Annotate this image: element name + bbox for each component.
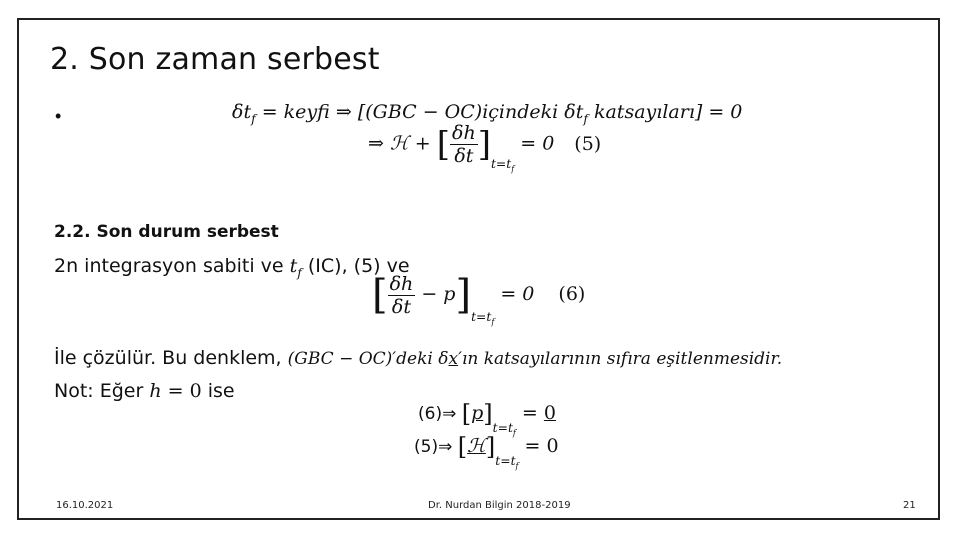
line3-eq-zero: = 0 [161,380,202,402]
eq3-fraction [388,273,416,318]
eq2-lead: ⇒ ℋ + [368,132,437,155]
line3-text-a: Not: Eğer [54,380,150,402]
footer-page-number: 21 [903,500,916,511]
eq3-label: (6) [558,283,586,305]
eq5-sub-f: f [515,461,519,471]
eq2-tail: = 0 [514,132,555,155]
eq5-label: (5)⇒ [414,437,458,457]
eq1-tail: katsayıları] = 0 [587,101,743,123]
slide-title: 2. Son zaman serbest [50,42,380,77]
eq3-minus-p: − p [415,283,456,305]
line-note [54,380,235,402]
eq3-numerator: δh [389,272,414,295]
eq3-bracket-left: [ [372,272,388,318]
eq5-subscript [495,453,519,471]
eq1-mid: = keyfi ⇒ [(GBC − OC)içindeki δt [255,101,584,123]
eq4-sub-f: f [512,428,516,438]
line2-math-tail: ′ın katsayılarının sıfıra eşitlenmesidir. [458,349,783,369]
eq1-sub2: f [583,111,588,126]
section-heading: 2.2. Son durum serbest [54,222,279,242]
eq2-subscript [490,157,515,174]
eq2-fraction [450,122,478,167]
eq4-sub-text: t=t [492,420,513,435]
line2-x: x [448,349,459,369]
eq1-sub: f [251,111,256,126]
equation-4 [418,400,556,438]
eq3-subscript [471,309,495,327]
line2-text: İle çözülür. Bu denklem, [54,347,288,369]
eq4-label: (6)⇒ [418,404,462,424]
eq3-tail: = 0 [494,283,535,305]
eq4-equals: = [515,402,544,424]
eq1-dt: δt [232,101,252,123]
equation-2 [368,122,602,174]
equation-5 [414,433,559,471]
eq3-sub-f: f [491,317,495,327]
eq5-tail: = 0 [518,435,559,457]
eq2-sub-text: t=t [490,157,512,172]
eq2-denominator: δt [454,145,474,167]
line-solution [54,347,782,369]
eq5-bracket-right: ] [485,433,496,461]
line3-text-b: ise [201,380,235,402]
eq4-p: p [471,402,484,424]
eq3-denominator: δt [391,295,411,318]
eq3-bracket-right: ] [455,272,472,318]
eq2-numerator: δh [452,122,476,144]
footer-date: 16.10.2021 [56,500,114,511]
eq4-bracket-left: [ [461,400,472,428]
footer-author: Dr. Nurdan Bilgin 2018-2019 [428,500,571,511]
line1-tf: t [289,255,298,277]
eq2-label: (5) [574,132,602,155]
eq4-bracket-right: ] [483,400,493,428]
equation-3 [372,272,586,327]
eq2-bracket-right: ] [477,124,491,165]
bullet-marker: • [55,106,62,126]
line2-math: (GBC − OC)′deki δ [287,349,449,369]
line1-tf-sub: f [297,265,302,280]
line-integration [54,255,410,280]
line1-text-b: (IC), (5) ve [301,255,410,277]
line3-h: h [149,380,162,402]
eq5-hamiltonian: ℋ [467,435,486,457]
eq4-zero: 0 [543,402,556,424]
eq2-sub-f: f [511,164,515,174]
line1-text-a: 2n integrasyon sabiti ve [54,255,290,277]
eq5-bracket-left: [ [457,433,468,461]
eq5-sub-text: t=t [495,453,516,468]
eq2-bracket-left: [ [436,124,451,165]
eq3-sub-text: t=t [471,309,492,324]
